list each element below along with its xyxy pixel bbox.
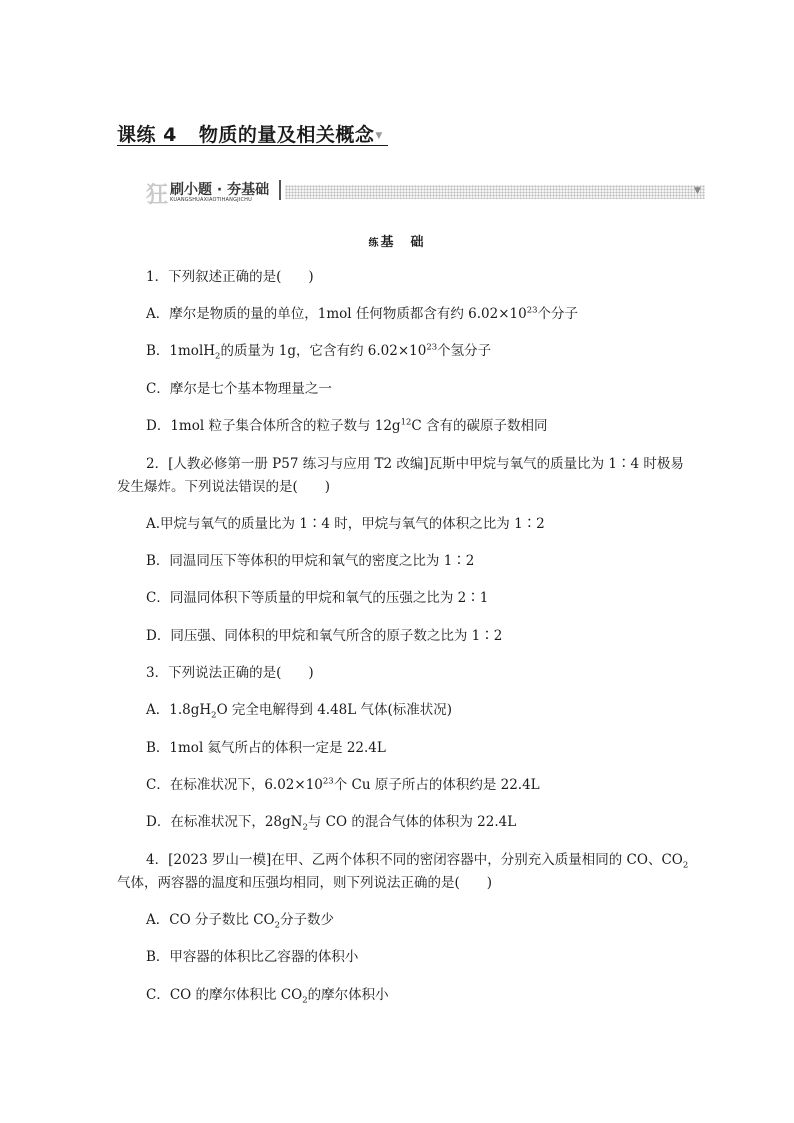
banner-pinyin: KUANGSHUAXIAOTIHANGJICHU [170,197,253,203]
banner-logo-glyph: 狂 [146,183,169,208]
q1-option-c: C．摩尔是七个基本物理量之一 [146,381,332,397]
banner-divider [279,180,281,200]
q3-stem: 3．下列说法正确的是( ) [146,665,314,681]
q2-option-a: A.甲烷与氧气的质量比为 1∶4 时，甲烷与氧气的体积之比为 1∶2 [146,516,545,532]
banner-dotted-band [285,185,705,199]
q2-stem-line2: 发生爆炸。下列说法错误的是( ) [117,479,331,495]
title-underline [117,145,388,146]
q2-option-d: D．同压强、同体积的甲烷和氧气所含的原子数之比为 1∶2 [146,628,503,644]
banner-label: 刷小题 · 夯基础 [170,182,270,198]
lesson-number: 课练 4 [117,124,177,146]
q1-option-b: B．1molH$_2$的质量为 1g，它含有约 $6.02\times 10^{23}$个氢分子 [146,342,492,362]
q4-stem-line2: 气体，两容器的温度和压强均相同，则下列说法正确的是( ) [117,875,493,891]
q4-stem-line1: 4．[2023 罗山一模]在甲、乙两个体积不同的密闭容器中，分别充入质量相同的 CO、$CO_2$ [146,852,689,871]
q3-option-c: C．在标准状况下，$6.02\times 10^{23}$个 Cu 原子所占的体积约是 22.4L [146,776,540,793]
section-heading [0,231,794,250]
q3-option-d: D．在标准状况下，$28gN_2$与 CO 的混合气体的体积为 22.4L [146,814,517,833]
q3-option-a: A．$1.8gH_2O$ 完全电解得到 4.48L 气体(标准状况) [146,702,453,721]
q1-option-d: D．1mol 粒子集合体所含的粒子数与 $12g^{12}C$ 含有的碳原子数相同 [146,417,548,434]
triangle-down-icon: ▼ [375,130,383,141]
q3-option-b: B．1mol 氦气所占的体积一定是 22.4L [146,740,386,756]
q4-option-b: B．甲容器的体积比乙容器的体积小 [146,949,359,965]
lesson-topic: 物质的量及相关概念 [198,124,375,146]
q4-option-c: C．CO 的摩尔体积比 $CO_2$的摩尔体积小 [146,987,389,1006]
section-heading-prefix: 练 [368,238,381,249]
q4-option-a: A．CO 分子数比 $CO_2$分子数少 [146,912,335,931]
q2-option-b: B．同温同压下等体积的甲烷和氧气的密度之比为 1∶2 [146,553,475,569]
q2-option-c: C．同温同体积下等质量的甲烷和氧气的压强之比为 2∶1 [146,590,489,606]
section-banner [146,177,706,207]
section-heading-text: 基 础 [380,235,426,250]
q2-stem-line1: 2．[人教必修第一册 P57 练习与应用 T2 改编]瓦斯中甲烷与氧气的质量比为 1∶4 时极易 [146,456,684,472]
q1-stem: 1．下列叙述正确的是( ) [146,269,314,285]
q1-option-a: A．摩尔是物质的量的单位，1mol 任何物质都含有约 $6.02\times 10^{23}$个分子 [146,305,579,322]
triangle-down-icon: ▼ [694,186,701,196]
lesson-title [117,120,383,147]
